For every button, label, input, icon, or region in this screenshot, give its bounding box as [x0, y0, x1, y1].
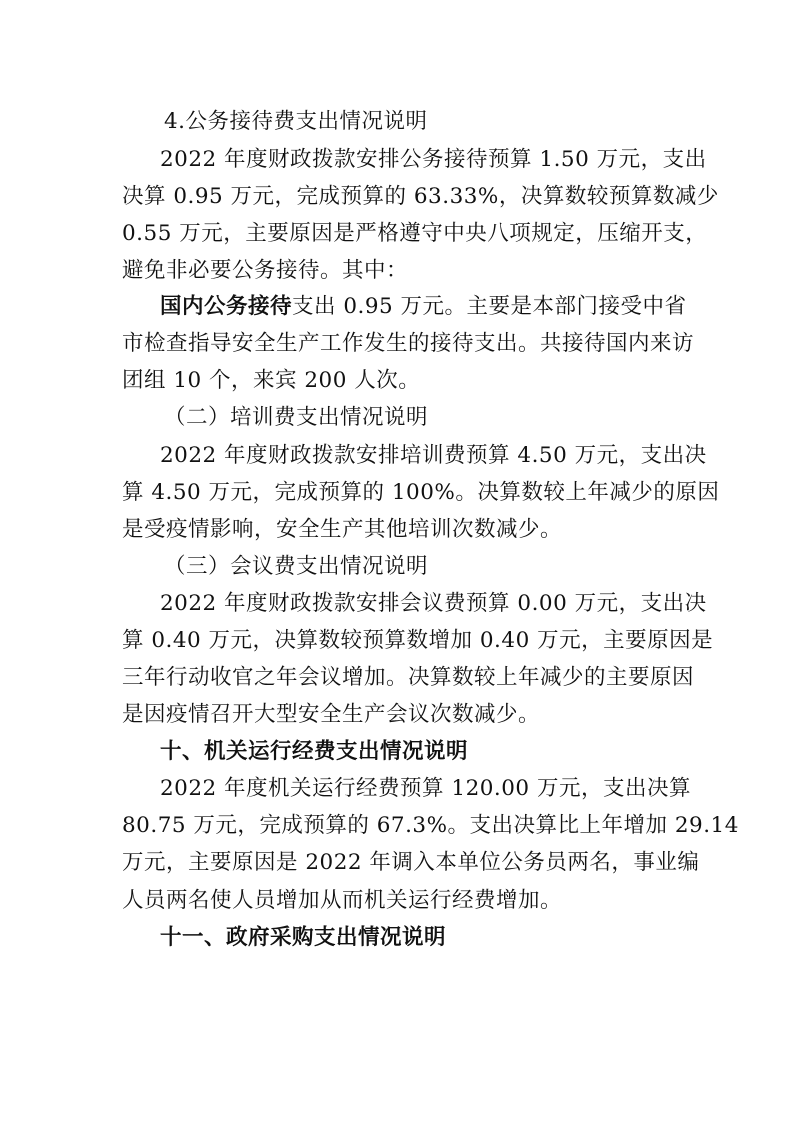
paragraph-line: 2022 年度财政拨款安排培训费预算 4.50 万元，支出决 [160, 443, 707, 468]
paragraph-line: 是因疫情召开大型安全生产会议次数减少。 [122, 702, 541, 727]
paragraph-line: 80.75 万元，完成预算的 67.3%。支出决算比上年增加 29.14 [122, 813, 739, 838]
bold-term: 国内公务接待 [160, 294, 293, 319]
training-title: （二）培训费支出情况说明 [164, 405, 429, 430]
paragraph-line: 三年行动收官之年会议增加。决算数较上年减少的主要原因 [122, 665, 695, 690]
section-11-title: 十一、政府采购支出情况说明 [160, 925, 447, 950]
meeting-title: （三）会议费支出情况说明 [164, 554, 429, 579]
paragraph-line: 2022 年度财政拨款安排公务接待预算 1.50 万元，支出 [160, 147, 707, 172]
paragraph-line: 2022 年度财政拨款安排会议费预算 0.00 万元，支出决 [160, 591, 707, 616]
paragraph-line: 决算 0.95 万元，完成预算的 63.33%，决算数较预算数减少 [122, 184, 719, 209]
section-10-title: 十、机关运行经费支出情况说明 [160, 739, 469, 764]
paragraph-line: 算 4.50 万元，完成预算的 100%。决算数较上年减少的原因 [122, 480, 720, 505]
paragraph-line: 避免非必要公务接待。其中： [122, 258, 409, 283]
paragraph-line: 0.55 万元，主要原因是严格遵守中央八项规定，压缩开支， [122, 221, 708, 246]
paragraph-text: 支出 0.95 万元。主要是本部门接受中省 [292, 294, 687, 319]
paragraph-line: 团组 10 个，来宾 200 人次。 [122, 368, 421, 393]
paragraph-line: 人员两名使人员增加从而机关运行经费增加。 [122, 888, 563, 913]
section-4-title: 4.公务接待费支出情况说明 [164, 109, 428, 134]
paragraph-line: 市检查指导安全生产工作发生的接待支出。共接待国内来访 [122, 331, 695, 356]
paragraph-line [160, 294, 720, 320]
paragraph-line: 万元，主要原因是 2022 年调入本单位公务员两名，事业编 [122, 850, 700, 875]
paragraph-line: 是受疫情影响，安全生产其他培训次数减少。 [122, 517, 563, 542]
paragraph-line: 算 0.40 万元，决算数较预算数增加 0.40 万元，主要原因是 [122, 628, 714, 653]
paragraph-line: 2022 年度机关运行经费预算 120.00 万元，支出决算 [160, 776, 691, 801]
